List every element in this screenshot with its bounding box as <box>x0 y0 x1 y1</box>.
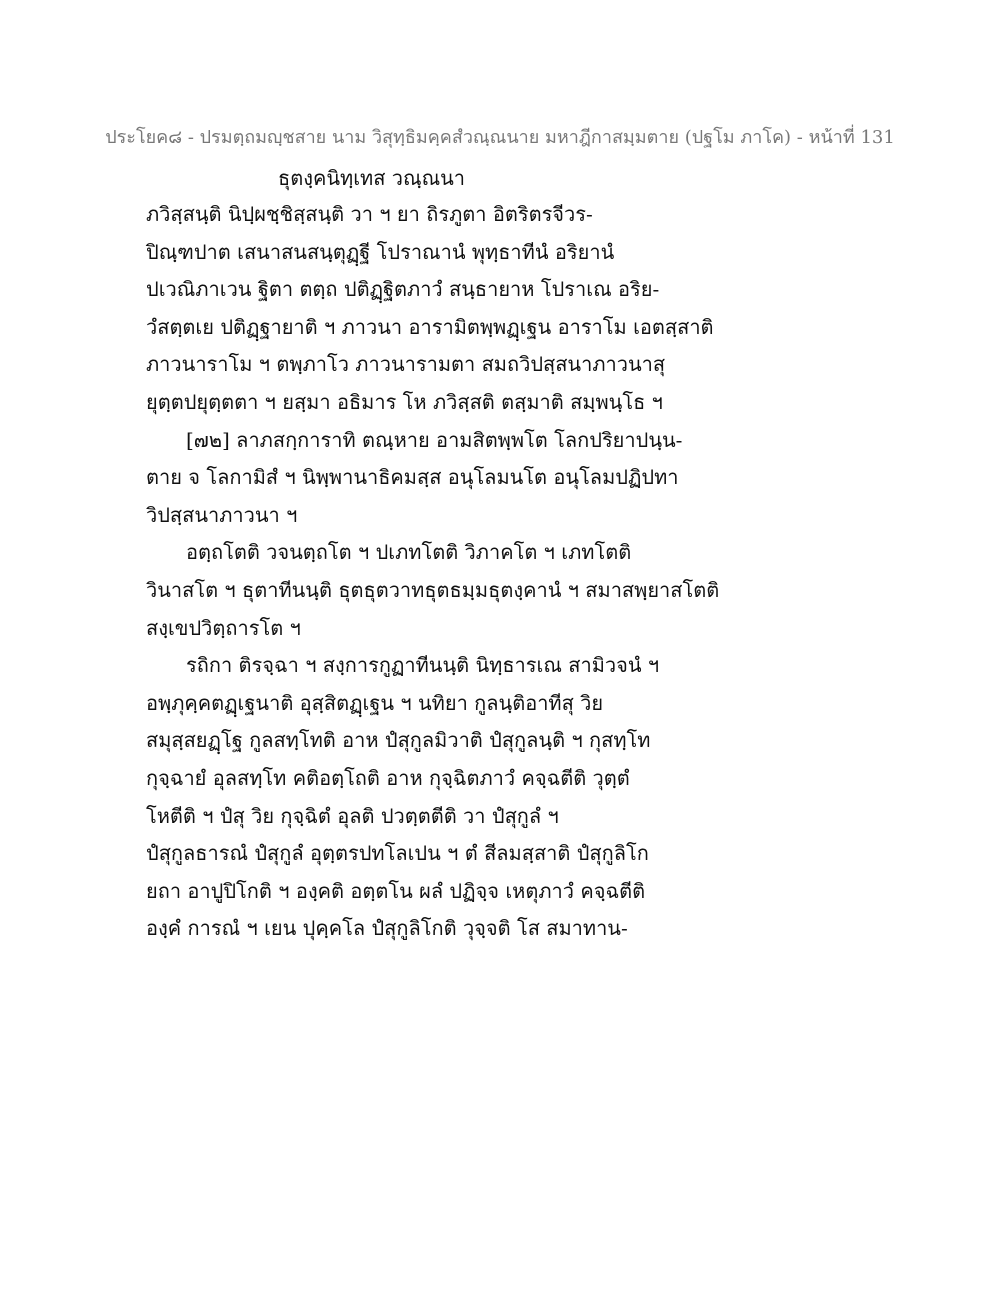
paragraph-start-line: รถิกา ติรจฺฉา ฯ สงฺการกูฏาทีนนฺติ นิทฺธารเณ สามิวจนํ ฯ <box>186 653 660 678</box>
text-line: สมุสฺสยฏฺโฐ กูลสทฺโทติ อาห ปํสุกูลมิวาติ ปํสุกูลนฺติ ฯ กุสทฺโท <box>146 728 651 753</box>
text-line: ปํสุกูลธารณํ ปํสุกูลํ อุตฺตรปทโลเปน ฯ ตํ สีลมสฺสาติ ปํสุกูลิโก <box>146 841 649 866</box>
text-line: ภวิสฺสนฺติ นิปฺผชฺชิสฺสนฺติ วา ฯ ยา ถิรภูตา อิตริตรจีวร- <box>146 202 593 226</box>
paragraph-start-line: อตฺถโตติ วจนตฺถโต ฯ ปเภทโตติ วิภาคโต ฯ เภทโตติ <box>186 540 632 565</box>
text-line: วิปสฺสนาภาวนา ฯ <box>146 502 298 527</box>
text-line: ยุตฺตปยุตฺตตา ฯ ยสฺมา อธิมาร โห ภวิสฺสติ ตสฺมาติ สมฺพนฺโธ ฯ <box>146 389 663 414</box>
running-header: ประโยค๘ - ปรมตฺถมญฺชสาย นาม วิสุทฺธิมคฺคสํวณฺณนาย มหาฎีกาสมฺมตาย (ปฐโม ภาโค) - หน้าที่ 131 <box>105 127 895 148</box>
text-line: กุจฺฉายํ อุลสทฺโท คติอตฺโถติ อาห กุจฺฉิตภาวํ คจฺฉตีติ วุตฺตํ <box>146 765 630 790</box>
text-line: วินาสโต ฯ ธุตาทีนนฺติ ธุตธุตวาทธุตธมฺมธุตงฺคานํ ฯ สมาสพฺยาสโตติ <box>146 577 720 602</box>
text-line: องฺคํ การณํ ฯ เยน ปุคฺคโล ปํสุกูลิโกติ วุจฺจติ โส สมาทาน- <box>146 916 628 941</box>
text-line: ปิณฺฑปาต เสนาสนสนฺตุฏฺฐี โปราณานํ พุทฺธาทีนํ อริยานํ <box>146 239 615 264</box>
text-line: ยถา อาปูปิโกติ ฯ องฺคติ อตฺตโน ผลํ ปฏิจฺจ เหตุภาวํ คจฺฉตีติ <box>146 878 646 903</box>
text-line: อพฺภุคฺคตฏฺเฐนาติ อุสฺสิตฏฺเฐน ฯ นทิยา กูลนฺติอาทีสุ วิย <box>146 690 604 715</box>
text-line: ภาวนาราโม ฯ ตพฺภาโว ภาวนารามตา สมถวิปสฺสนาภาวนาสุ <box>146 352 666 377</box>
text-line: สงฺเขปวิตฺถารโต ฯ <box>146 615 301 640</box>
text-line: ปเวณิภาเวน ฐิตา ตตฺถ ปติฏฺฐิตภาวํ สนฺธายาห โปราเณ อริย- <box>146 277 660 302</box>
section-title: ธุตงฺคนิทฺเทส วณฺณนา <box>278 166 466 190</box>
text-line: ตาย จ โลกามิสํ ฯ นิพฺพานาธิคมสฺส อนุโลมนโต อนุโลมปฏิปทา <box>146 465 679 490</box>
body-text <box>146 196 866 948</box>
text-line: โหตีติ ฯ ปํสุ วิย กุจฺฉิตํ อุลติ ปวตฺตตีติ วา ปํสุกูลํ ฯ <box>146 803 559 828</box>
paragraph-start-line: [๗๒] ลาภสกฺการาทิ ตณฺหาย อามสิตพฺพโต โลกปริยาปนฺน- <box>186 427 683 452</box>
text-line: วํสตฺตเย ปติฏฺฐายาติ ฯ ภาวนา อารามิตพฺพฏฺเฐน อาราโม เอตสฺสาติ <box>146 314 714 339</box>
